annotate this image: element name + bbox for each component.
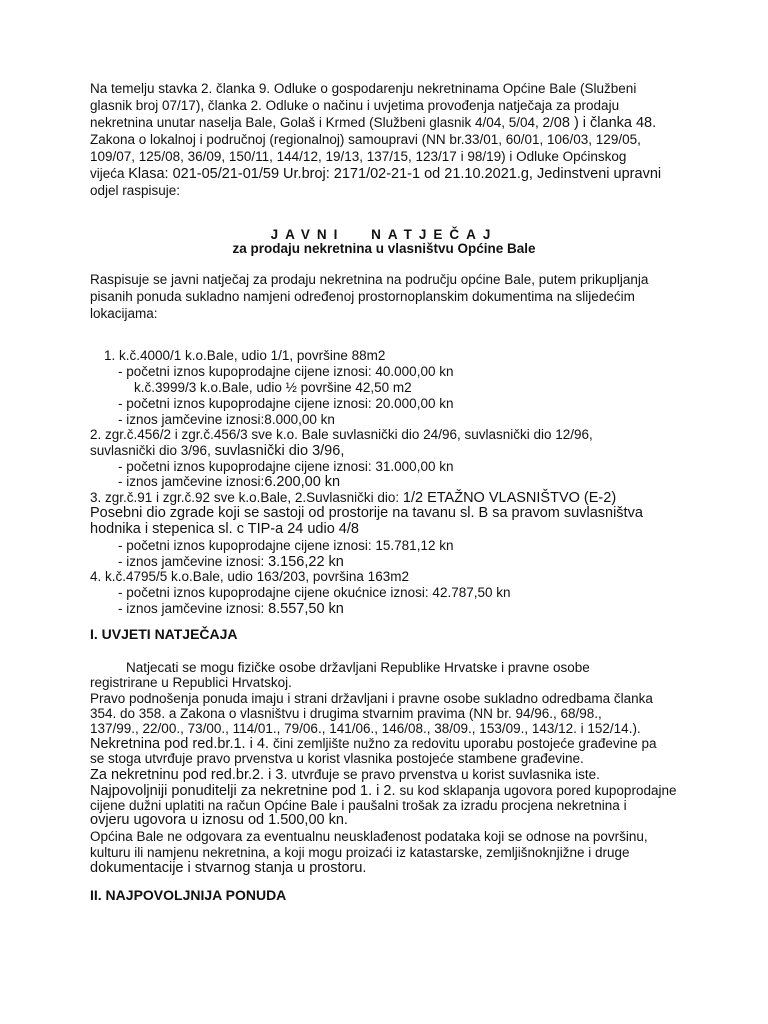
intro-line: glasnik broj 07/17), članka 2. Odluke o načinu i uvjetima provođenja natječaja za prodaju [90, 98, 620, 113]
announcement-line: pisanih ponuda sukladno namjeni određenoj prostornoplanskim dokumentima na slijedećim [90, 289, 635, 304]
list-item: k.č.3999/3 k.o.Bale, udio ½ površine 42,50 m2 [134, 380, 412, 395]
section-line: 137/99., 22/00., 73/00., 114/01., 79/06., 141/06., 146/08., 38/09., 153/09., 143/12. i 152/14.). [90, 721, 641, 736]
section-line: se stoga utvrđuje pravo prvenstva u korist vlasnika postojeće stambene građevine. [90, 751, 584, 766]
list-text: 6.200,00 kn [264, 474, 341, 490]
list-item: 1. k.č.4000/1 k.o.Bale, udio 1/1, površine 88m2 [104, 348, 386, 363]
list-item: Posebni dio zgrade koji se sastoji od prostorije na tavanu sl. B sa pravom suvlasništva [90, 505, 643, 521]
section-line: Općina Bale ne odgovara za eventualnu neusklađenost podataka koji se odnose na površinu, [90, 829, 648, 844]
section-line: cijene dužni uplatiti na račun Općine Bale i paušalni trošak za izradu procjena nekretnina i [90, 798, 627, 813]
section-heading: II. NAJPOVOLJNIJA PONUDA [90, 887, 287, 903]
list-text: 1/2 ETAŽNO VLASNIŠTVO (E-2) [402, 490, 617, 506]
intro-text: vijeća [90, 166, 129, 181]
list-text: 8.557,50 kn [268, 601, 344, 617]
intro-text: nekretnina unutar naselja Bale, Golaš i Krmed (Službeni glasnik 4/04, 5/04, 2/ [90, 115, 554, 130]
section-line: 354. do 358. a Zakona o vlasništvu i drugima stvarnim pravima (NN br. 94/96., 68/98., [90, 706, 602, 721]
intro-text: i Odluke Općinskog [505, 149, 627, 164]
section-text: Nekretnina pod red.br.1. i 4. [90, 736, 273, 752]
list-text: 3.156,22 kn [268, 554, 344, 570]
list-item: - početni iznos kupoprodajne cijene okućnice iznosi: 42.787,50 kn [118, 585, 511, 600]
intro-line: Zakona o lokalnoj i područnoj (regionalnoj) samoupravi (NN br.33/01, 60/01, 106/03, 129/05, [90, 132, 641, 147]
intro-text: 08 ) i članka 48. [553, 115, 657, 131]
list-item: 4. k.č.4795/5 k.o.Bale, udio 163/203, površina 163m2 [90, 569, 409, 584]
document-subtitle: za prodaju nekretnina u vlasništvu Općine Bale [232, 241, 536, 256]
list-text: - iznos jamčevine iznosi: [118, 554, 269, 569]
section-line: kulturu ili namjenu nekretnina, a koji mogu proizaći iz katastarske, zemljišnoknjižne i druge [90, 845, 630, 860]
list-item: 2. zgr.č.456/2 i zgr.č.456/3 sve k.o. Bale suvlasnički dio 24/96, suvlasnički dio 12/96, [90, 427, 593, 442]
section-heading: I. UVJETI NATJEČAJA [90, 626, 238, 642]
section-line: registrirane u Republici Hrvatskoj. [90, 675, 292, 690]
section-line: ovjeru ugovora u iznosu od 1.500,00 kn. [90, 812, 348, 828]
list-item: hodnika i stepenica sl. c TIP-a 24 udio 4/8 [90, 521, 359, 537]
intro-line: Na temelju stavka 2. članka 9. Odluke o gospodarenju nekretninama Općine Bale (Službeni [90, 81, 637, 96]
list-item: - početni iznos kupoprodajne cijene iznosi: 31.000,00 kn [118, 459, 454, 474]
list-text: - iznos jamčevine iznosi: [118, 601, 269, 616]
intro-line [90, 148, 626, 165]
announcement-line: lokacijama: [90, 306, 158, 321]
intro-text: Klasa: 021-05/21-01/59 Ur.broj: 2171/02-21-1 od 21.10.2021.g, Jedinstveni upravni [128, 166, 662, 182]
intro-line [90, 165, 678, 183]
list-item: - početni iznos kupoprodajne cijene iznosi: 15.781,12 kn [118, 538, 454, 553]
list-text: suvlasnički dio 3/96, [90, 443, 215, 458]
announcement-line: Raspisuje se javni natječaj za prodaju nekretnina na području općine Bale, putem prikupljanja [90, 272, 649, 287]
intro-line [90, 114, 678, 132]
section-text: Za nekretninu pod red.br.2. i 3. [90, 767, 292, 783]
section-line: Natjecati se mogu fizičke osobe državljani Republike Hrvatske i pravne osobe [126, 660, 590, 675]
list-item: - početni iznos kupoprodajne cijene iznosi: 20.000,00 kn [118, 396, 454, 411]
section-text: Najpovoljniji ponuditelji za nekretnine pod 1. i 2. [90, 783, 400, 799]
list-item: - početni iznos kupoprodajne cijene iznosi: 40.000,00 kn [118, 364, 454, 379]
list-text: 3. zgr.č.91 i zgr.č.92 sve k.o.Bale, 2.Suvlasnički dio: [90, 490, 403, 505]
intro-text: 109/07, 125/08, 36/09, 150/11, 144/12, 19/13, 137/15, 123/17 i 98/19) [90, 149, 506, 164]
section-text: utvrđuje se pravo prvenstva u korist suvlasnika iste. [291, 767, 600, 782]
section-line: dokumentacije i stvarnog stanja u prostoru. [90, 860, 367, 876]
intro-line: odjel raspisuje: [90, 183, 181, 198]
section-line: Pravo podnošenja ponuda imaju i strani državljani i pravne osobe sukladno odredbama članka [90, 691, 653, 706]
list-item [118, 600, 344, 618]
list-item: - iznos jamčevine iznosi:8.000,00 kn [118, 412, 335, 427]
section-text: čini zemljište nužno za redovitu uporabu postojeće građevine pa [272, 736, 657, 751]
list-text: - iznos jamčevine iznosi: [118, 474, 265, 489]
document-title: JAVNI NATJEČAJ [270, 227, 498, 242]
section-text: su kod sklapanja ugovora pored kupoprodajne [399, 783, 677, 798]
list-text: suvlasnički dio 3/96, [214, 443, 345, 459]
